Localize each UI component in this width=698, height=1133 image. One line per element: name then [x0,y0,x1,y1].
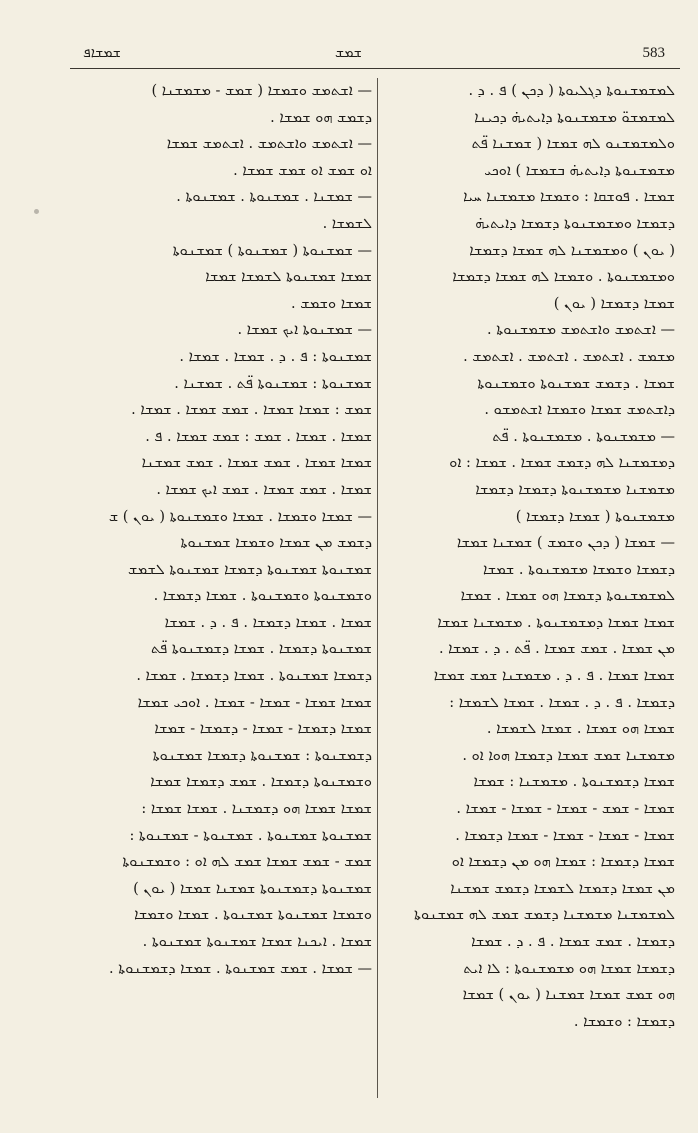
text-line: ܫܡܫܢܘܬܐ : ܦ . ܕ . ܫܡܫܐ . ܫܡܫܐ . [179,348,372,365]
text-line: ܫܡܫܐ ܫܡܫܐ ܗܘ ܕܫܡܫܢܐ . ܫܡܫܐ ܫܡܫܐ : [141,801,372,818]
text-line: ܘܫܡܫܐ ܫܡܫܢܘܬܐ ܫܡܫܢܘܬܐ . ܫܡܫܐ ܘܫܡܫܐ [134,907,372,924]
text-line: ܕܫܡܫܐ ܫܡܫܢܘܬܐ . ܫܡܫܐ ܕܫܡܫܐ . ܫܡܫܐ . [136,668,372,685]
text-line: ܡܫܡܫܢܐ ܡܫܡܫܢܘܬܐ ܕܫܡܫܐ ܕܫܡܫܐ [475,481,675,498]
text-line: ܠܡܫܡܫܢܘܬܐ ܕܓܠܝܘܬܐ ( ܕܟܢ ) ܦ . ܕ . [468,83,675,99]
text-line: ܫܡܫܐ . ܐܝܟܢܐ ܫܡܫܐ ܫܡܫܢܘܬܐ ܫܡܫܢܘܬܐ . [142,934,372,950]
text-line: — ܫܡܫܐ ( ܕܟܢ ܘܫܡܫ ) ܫܡܫܢܐ ܫܡܫܐ [456,535,675,552]
text-line: ܡܫܡܫܢܘܬܐ ( ܫܡܫܐ ܕܫܡܫܐ ) [515,508,675,525]
running-title-left: ܫܡܫܐܦ [83,45,121,61]
text-line: — ܐܫܬܡܫ ܘܐܫܬܡܫ . ܐܫܬܡܫ ܫܡܫܐ [166,136,372,153]
text-line: ܗܘ ܫܡܫ ܫܡܫܐ ܫܡܫܢܐ ( ܝܘܢ ) ܫܡܫܐ [462,987,675,1004]
text-line: — ܫܡܫܐ ܘܫܡܫܐ . ܫܡܫܐ ܘܫܡܫܢܘܬܐ ( ܝܘܢ ) ܫ [108,508,372,525]
text-line: — ܐܫܬܡܫ ܘܫܡܫܐ ( ܫܡܫ - ܡܫܡܫܢܐ ) [151,83,372,99]
text-line: ܫܡܫܐ . ܫܡܫ ܫܡܫܐ . ܫܡܫ ܐܝܟ ܫܡܫܐ . [156,481,372,498]
column-divider [377,78,378,1098]
text-line: ܫܡܫܢܘܬܐ : ܫܡܫܢܘܬܐ ܦ̈ܬ . ܫܡܫܢܐ . [174,375,372,392]
margin-mark [34,209,39,214]
text-line: — ܫܡܫܢܘܬܐ ( ܫܡܫܢܘܬܐ ) ܫܡܫܢܘܬܐ [172,242,372,259]
text-line: ܘܫܡܫܢܘܬܐ ܘܫܡܫܢܘܬܐ . ܫܡܫܐ ܕܫܡܫܐ . [153,588,372,605]
text-line: ܕܫܡܫ ܡܢ ܫܡܫܐ ܘܫܡܫܐ ܫܡܫܢܘܬܐ [180,535,372,552]
text-line: ܫܡܫܐ . ܫܡܫܐ . ܫܡܫ : ܫܡܫ ܫܡܫܐ . ܦ . [145,428,372,445]
text-line: ܐܘ ܫܡܫ ܐܘ ܫܡܫ ܫܡܫܐ . [233,162,372,179]
text-line: ܕܫܡܫܐ ܫܡܫܐ ܗܘ ܡܫܡܫܢܘܬܐ : ܠܐ ܐܝܬ [463,960,675,977]
text-line: ܫܡܫܐ ܫܡܫܢܘܬܐ ܠܫܡܫܐ ܫܡܫܐ [205,269,372,286]
text-line: ܡܫܡܫܢܘܬܐ ܕܐܝܬܝܗ̇ ܒܫܡܫܐ ) ܐܘܟܝ [484,162,675,179]
text-line: ܠܡܫܡܫܢܘܬܐ ܕܫܡܫܐ ܗܘ ܫܡܫܐ . ܫܡܫܐ [460,588,675,605]
text-line: ܫܡܫܐ ܕܫܡܫܢܘܬܐ . ܡܫܡܫܢܐ : ܫܡܫܐ [473,774,675,791]
text-line: ܫܡܫܐ . ܫܡܫܐ ܕܫܡܫܐ . ܦ . ܕ . ܫܡܫܐ [164,614,372,631]
header-rule [70,68,680,69]
text-line: ܫܡܫܐ ܫܡܫܐ - ܫܡܫܐ - ܫܡܫܐ . ܐܘܟܝ ܫܡܫܐ [137,694,372,711]
page-header [0,0,698,70]
text-line: ܡܫܡܫ . ܐܫܬܡܫ . ܐܫܬܡܫ . ܐܫܬܡܫ . [463,348,675,365]
text-line: — ܡܫܡܫܢܘܬܐ . ܡܫܡܫܢܘܬܐ . ܦ̈ܬ [492,428,675,445]
text-line: ܫܡܫ : ܫܡܫܐ ܫܡܫܐ . ܫܡܫ ܫܡܫܐ . ܫܡܫܐ . [131,402,372,419]
running-title-center: ܫܡܫ [335,45,362,61]
text-line: ܕܫܡܫܐ ܘܫܡܫܐ ܡܫܡܫܢܘܬܐ . ܫܡܫܐ [483,561,675,578]
text-line: ܕܐܫܬܡܫ ܫܡܫܐ ܘܫܡܫܐ ܐܫܬܡܫܘ . [484,402,675,419]
text-line: ܠܡܫܡܫܢܐ ܡܫܡܫܢܐ ܕܫܡܫ ܫܡܫ ܠܗ ܫܡܫܢܘܬܐ [414,907,675,924]
text-line: — ܐܫܬܡܫ ܘܐܫܬܡܫ ܡܫܡܫܢܘܬܐ . [487,322,675,339]
text-line: ܫܡܫܐ ܫܡܫܐ . ܫܡܫ ܫܡܫܐ . ܫܡܫ ܫܡܫܢܐ [141,455,372,472]
text-line: ܫܡܫܢܘܬܐ ܕܫܡܫܐ . ܫܡܫܐ ܕܫܡܫܢܘܬܐ ܦ̈ܬ [151,641,372,658]
text-line: ܘܫܡܫܢܘܬܐ ܕܫܡܫܐ . ܫܡܫ ܕܫܡܫܐ ܫܡܫܐ [150,774,372,791]
text-line: — ܫܡܫܐ . ܫܡܫ ܫܡܫܢܘܬܐ . ܫܡܫܐ ܕܫܡܫܢܘܬܐ . [109,960,372,977]
text-line: ܫܡܫܐ ܕܫܡܫܐ ( ܝܘܢ ) [553,295,675,312]
text-line: ܕܫܡܫܢܘܬܐ : ܫܡܫܢܘܬܐ ܕܫܡܫܐ ܫܡܫܢܘܬܐ [152,747,372,764]
text-line: ܕܫܡܫܐ . ܫܡܫ ܫܡܫܐ . ܦ . ܕ . ܫܡܫܐ [471,934,675,950]
text-line: ܫܡܫܐ ܗܘ ܫܡܫܐ . ܫܡܫܐ ܠܫܡܫܐ . [486,721,675,738]
text-line: ܫܡܫܐ ܕܫܡܫܐ : ܫܡܫܐ ܗܘ ܡܢ ܕܫܡܫܐ ܐܘ [451,854,675,871]
text-line: ܫܡܫܢܘܬܐ ܕܫܡܫܢܘܬܐ ܫܡܫܢܐ ܫܡܫܐ ( ܝܘܢ ) [133,880,372,897]
text-line: ܫܡܫ - ܫܡܫ ܫܡܫܐ ܫܡܫ ܠܗ ܐܘ : ܘܫܡܫܢܘܬܐ [122,854,372,871]
text-line: ܕܡܫܡܫܢܐ ܠܗ ܕܫܡܫ ܫܡܫܐ . ܫܡܫܐ : ܐܘ [449,455,675,472]
text-line: ܫܡܫܐ ܘܫܡܫ . [291,295,372,312]
text-line: ܠܫܡܫܐ . [322,215,372,232]
text-line: ܫܡܫܐ ܫܡܫܐ ܕܡܫܡܫܢܘܬܐ . ܡܫܡܫܢܐ ܫܡܫܐ [437,614,675,631]
text-line: ܫܡܫܐ . ܦܘܫܩܐ : ܘܫܡܫܐ ܡܫܡܫܢܐ ܚܝܐ [463,189,675,206]
text-line: ܘܡܫܡܫܢܘܬܐ . ܘܫܡܫܐ ܠܗ ܫܡܫܐ ܕܫܡܫܐ [452,269,675,286]
text-line: — ܫܡܫܢܘܬܐ ܐܝܟ ܫܡܫܐ . [237,322,372,339]
text-line: ܫܡܫܐ . ܕܫܡܫ ܫܡܫܢܘܬܐ ܘܫܡܫܢܘܬܐ [477,375,675,392]
right-text-column [383,78,675,1035]
text-line: ܠܡܫܡܫܘ̈ ܡܫܡܫܢܘܬܐ ܕܐܝܬܝܗ̇ ܕܟܝܢܐ [474,109,675,126]
text-line: ܫܡܫܢܘܬܐ ܫܡܫܢܘܬܐ ܕܫܡܫܐ ܫܡܫܢܘܬܐ ܠܫܡܫ [128,561,372,578]
text-line: ܫܡܫܐ ܕܫܡܫܐ - ܫܡܫܐ - ܕܫܡܫܐ - ܫܡܫܐ [154,721,372,738]
text-line: ܕܫܡܫ ܗܘ ܫܡܫܐ . [270,109,372,126]
text-line: ܫܡܫܐ ܫܡܫܐ . ܦ . ܕ . ܡܫܡܫܢܐ ܫܡܫ ܫܡܫܐ [433,668,675,685]
text-line: ܡܢ ܫܡܫܐ ܕܫܡܫܐ ܠܫܡܫܐ ܕܫܡܫ ܫܡܫܢܐ [450,880,675,897]
text-line: — ܫܡܫܢܐ . ܫܡܫܢܘܬܐ . ܫܡܫܢܘܬܐ . [176,189,372,206]
text-line: ܡܫܡܫܢܐ ܫܡܫ ܫܡܫܐ ܕܫܡܫܐ ܗܘܐ ܐܘ . [462,747,675,764]
text-line: ܕܫܡܫܐ : ܘܫܡܫܐ . [573,1013,675,1030]
text-line: ܘܠܡܫܡܫܢܘ ܠܗ ܫܡܫܐ ( ܫܡܫܢܐ ܦ̈ܬ [471,136,675,153]
text-line: ( ܝܘܢ ) ܘܡܫܡܫܢܐ ܠܗ ܫܡܫܐ ܕܫܡܫܐ [469,242,675,259]
text-line: ܡܢ ܫܡܫܐ . ܫܡܫ ܫܡܫܐ . ܦ̈ܬ . ܕ . ܫܡܫܐ . [438,641,675,658]
text-line: ܫܡܫܢܘܬܐ ܫܡܫܢܘܬܐ . ܫܡܫܢܘܬܐ - ܫܡܫܢܘܬܐ : [129,827,372,844]
text-line: ܕܫܡܫܐ . ܦ . ܕ . ܫܡܫܐ . ܫܡܫܐ ܠܫܡܫܐ : [449,694,675,711]
page-number: 583 [642,45,665,61]
left-text-column [80,78,372,982]
text-line: ܕܫܡܫܐ ܘܡܫܡܫܢܘܬܐ ܕܫܡܫܐ ܕܐܝܬܝܗ̇ [475,215,675,232]
text-line: ܫܡܫܐ - ܫܡܫܐ - ܫܡܫܐ - ܫܡܫܐ ܕܫܡܫܐ . [455,827,675,844]
text-line: ܫܡܫܐ - ܫܡܫ - ܫܡܫܐ - ܫܡܫܐ - ܫܡܫܐ . [456,801,675,818]
